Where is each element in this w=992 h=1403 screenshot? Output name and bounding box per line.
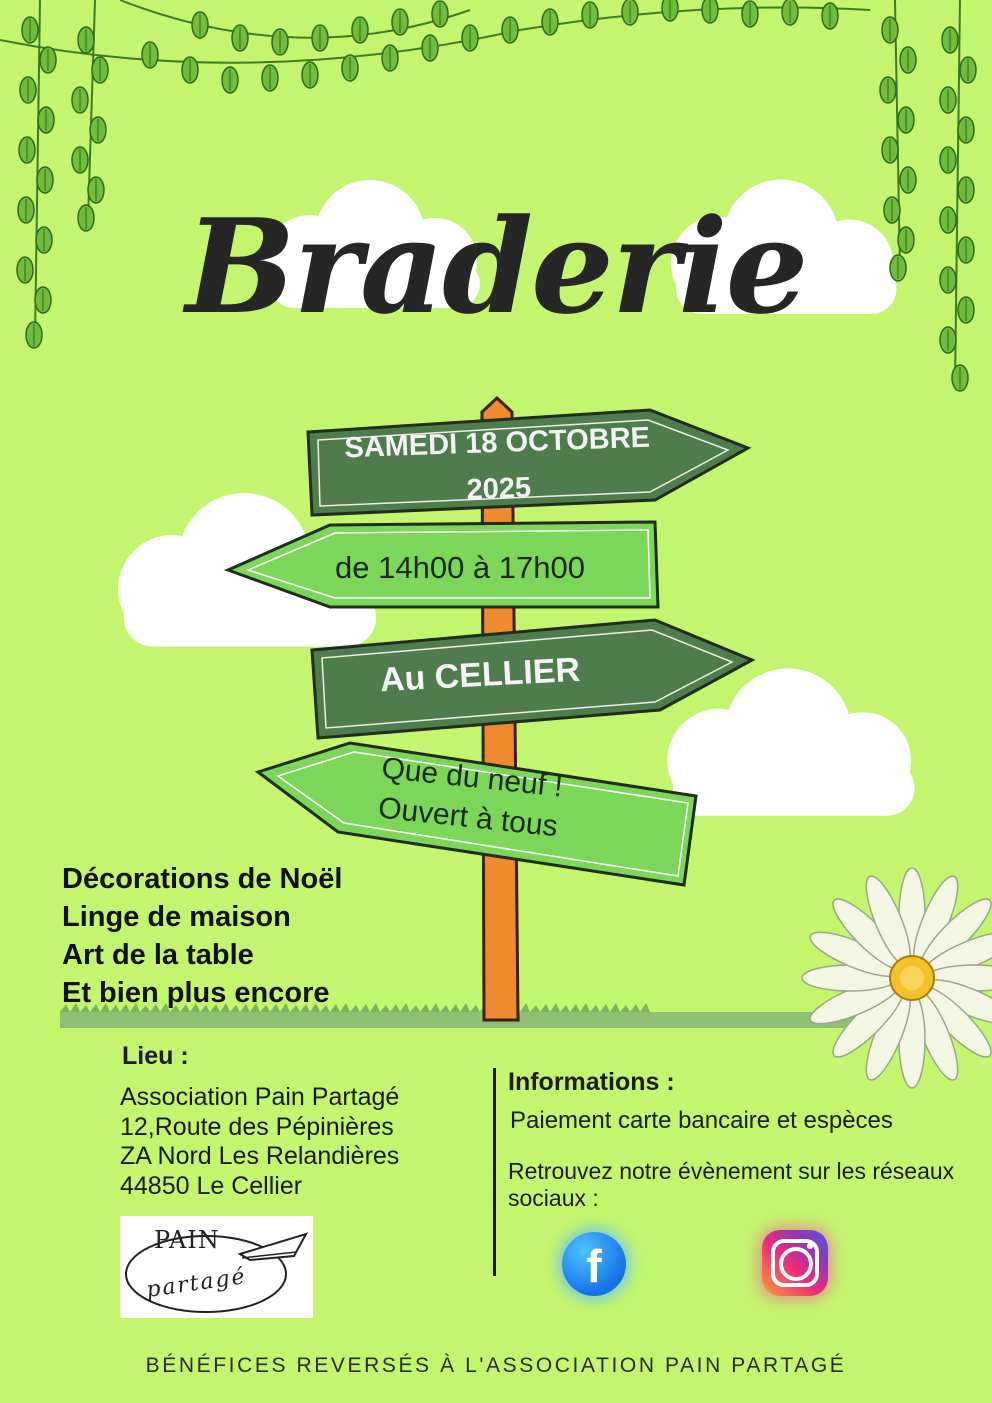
lieu-address — [120, 1083, 399, 1201]
lieu-heading: Lieu : — [122, 1042, 189, 1070]
social-text: Retrouvez notre évènement sur les réseaux sociaux : — [508, 1158, 955, 1211]
facebook-icon[interactable]: f — [562, 1232, 626, 1296]
cloud — [667, 669, 914, 816]
grass-strip — [60, 1012, 860, 1028]
address-line: 44850 Le Cellier — [120, 1171, 303, 1200]
pain-partage-logo — [120, 1216, 313, 1318]
address-line: Association Pain Partagé — [120, 1083, 400, 1111]
address-line: ZA Nord Les Relandières — [120, 1142, 400, 1170]
logo-text-bottom: partagé — [144, 1264, 249, 1303]
instagram-icon[interactable] — [762, 1230, 828, 1296]
sign-hours: de 14h00 à 17h00 — [335, 550, 585, 585]
daisy-flower — [802, 868, 992, 1088]
info-heading: Informations : — [508, 1068, 675, 1096]
list-item: Et bien plus encore — [62, 977, 330, 1009]
sign-note-line1: Que du neuf ! — [380, 751, 565, 804]
logo-text-top: PAIN — [154, 1226, 220, 1254]
sign-place: Au CELLIER — [379, 650, 581, 700]
page-title: Braderie — [185, 190, 807, 343]
list-item: Art de la table — [62, 939, 254, 971]
items-list — [62, 860, 342, 1012]
list-item: Linge de maison — [62, 901, 291, 933]
list-item: Décorations de Noël — [62, 863, 343, 895]
sign-note-line2: Ouvert à tous — [376, 791, 560, 844]
vertical-divider — [493, 1068, 496, 1276]
address-line: 12,Route des Pépinières — [120, 1112, 394, 1141]
footer-text: BÉNÉFICES REVERSÉS À L'ASSOCIATION PAIN PARTAGÉ — [145, 1354, 847, 1377]
sign-date: SAMEDI 18 OCTOBRE 2025 — [343, 421, 651, 507]
payment-text: Paiement carte bancaire et espèces — [510, 1107, 893, 1134]
